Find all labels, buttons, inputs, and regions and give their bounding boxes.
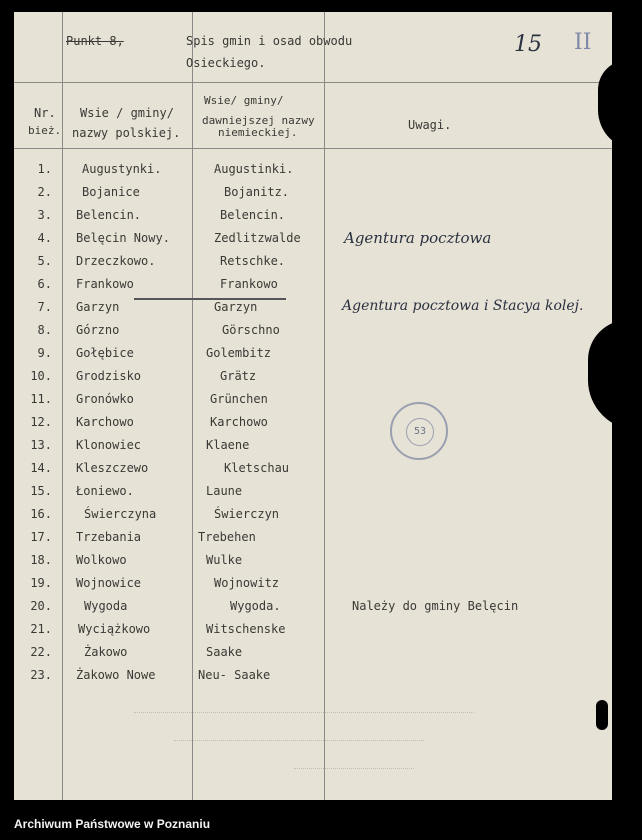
row-number: 15. (30, 484, 52, 498)
table-row (14, 208, 612, 230)
document-title-line2: Osieckiego. (186, 56, 266, 70)
row-number: 9. (37, 346, 52, 360)
polish-name: Świerczyna (84, 507, 157, 521)
stamp-number: 53 (406, 418, 434, 446)
german-name: Frankowo (220, 277, 278, 291)
polish-name: Wygoda (84, 599, 128, 613)
column-header-rule (14, 148, 612, 149)
row-number: 7. (37, 300, 52, 314)
german-name: Grätz (220, 369, 257, 383)
table-row (14, 622, 612, 644)
german-name: Augustinki. (214, 162, 294, 176)
german-name: Garzyn (214, 300, 258, 314)
german-name: Laune (206, 484, 243, 498)
remark-handwritten: Agentura pocztowa (344, 229, 492, 247)
table-row (14, 300, 612, 322)
german-name: Bojanitz. (224, 185, 290, 199)
table-row (14, 668, 612, 690)
row-number: 21. (30, 622, 52, 636)
page-number: 15 (514, 32, 542, 57)
col-german-header-1: Wsie/ gminy/ (204, 94, 284, 107)
table-row (14, 645, 612, 667)
col-nr-header-2: bież. (28, 124, 62, 137)
polish-name: Garzyn (76, 300, 120, 314)
row-number: 14. (30, 461, 52, 475)
polish-name: Wojnowice (76, 576, 142, 590)
row-number: 20. (30, 599, 52, 613)
german-name: Świerczyn (214, 507, 280, 521)
polish-name: Belęcin Nowy. (76, 231, 170, 245)
faded-pencil-note (174, 728, 424, 741)
row-number: 4. (37, 231, 52, 245)
table-row (14, 599, 612, 621)
german-name: Wulke (206, 553, 243, 567)
row-number: 23. (30, 668, 52, 682)
faded-pencil-note (294, 756, 414, 769)
row-number: 22. (30, 645, 52, 659)
polish-name: Augustynki. (82, 162, 162, 176)
polish-name: Drzeczkowo. (76, 254, 156, 268)
table-row (14, 553, 612, 575)
polish-name: Żakowo Nowe (76, 668, 156, 682)
polish-name: Grodzisko (76, 369, 142, 383)
german-name: Belencin. (220, 208, 286, 222)
polish-name: Klonowiec (76, 438, 142, 452)
polish-name: Wolkowo (76, 553, 127, 567)
table-row (14, 231, 612, 253)
col-german-header-3: niemieckiej. (218, 126, 298, 139)
polish-name: Górzno (76, 323, 120, 337)
german-name: Kletschau (224, 461, 290, 475)
faded-pencil-note (134, 700, 474, 713)
polish-name: Wyciążkowo (78, 622, 151, 636)
row-number: 6. (37, 277, 52, 291)
table-row (14, 461, 612, 483)
row-number: 5. (37, 254, 52, 268)
document-title-line1: Spis gmin i osad obwodu (186, 34, 353, 48)
row-number: 10. (30, 369, 52, 383)
table-row (14, 530, 612, 552)
polish-name: Trzebania (76, 530, 142, 544)
polish-name: Kleszczewo (76, 461, 149, 475)
german-name: Retschke. (220, 254, 286, 268)
polish-name: Belencin. (76, 208, 142, 222)
row-number: 19. (30, 576, 52, 590)
table-row (14, 346, 612, 368)
torn-edge (596, 700, 608, 730)
archive-footer (0, 808, 642, 840)
german-name: Karchowo (210, 415, 268, 429)
polish-name: Żakowo (84, 645, 128, 659)
german-name: Zedlitzwalde (214, 231, 301, 245)
row-number: 13. (30, 438, 52, 452)
archive-stamp (390, 402, 448, 460)
polish-name: Karchowo (76, 415, 134, 429)
col-polish-header-1: Wsie / gminy/ (80, 106, 174, 120)
row-number: 3. (37, 208, 52, 222)
german-name: Görschno (222, 323, 280, 337)
german-name: Neu- Saake (198, 668, 271, 682)
col-remarks-header: Uwagi. (408, 118, 452, 132)
german-name: Saake (206, 645, 243, 659)
col-german-header-2: dawniejszej nazwy (202, 114, 315, 127)
roman-numeral: II (574, 30, 592, 55)
punkt-label: Punkt 8, (66, 34, 124, 48)
table-row (14, 484, 612, 506)
german-name: Klaene (206, 438, 250, 452)
table-row (14, 392, 612, 414)
table-row (14, 507, 612, 529)
row-number: 18. (30, 553, 52, 567)
archive-name: Archiwum Państwowe w Poznaniu (14, 817, 211, 831)
table-row (14, 277, 612, 299)
table-row (14, 415, 612, 437)
table-row (14, 438, 612, 460)
row-number: 2. (37, 185, 52, 199)
remark-handwritten: Agentura pocztowa i Stacya kolej. (342, 298, 584, 314)
row-number: 16. (30, 507, 52, 521)
german-name: Trebehen (198, 530, 256, 544)
polish-name: Frankowo (76, 277, 134, 291)
row-number: 8. (37, 323, 52, 337)
polish-name: Gołębice (76, 346, 134, 360)
polish-name: Łoniewo. (76, 484, 134, 498)
table-row (14, 185, 612, 207)
table-row (14, 369, 612, 391)
table-row (14, 162, 612, 184)
german-name: Witschenske (206, 622, 286, 636)
table-row (14, 323, 612, 345)
col-polish-header-2: nazwy polskiej. (72, 126, 181, 140)
polish-name: Gronówko (76, 392, 134, 406)
german-name: Wojnowitz (214, 576, 280, 590)
remark-typed: Należy do gminy Belęcin (352, 599, 519, 613)
strikethrough-mark (134, 298, 286, 300)
row-number: 12. (30, 415, 52, 429)
german-name: Golembitz (206, 346, 272, 360)
german-name: Grünchen (210, 392, 268, 406)
polish-name: Bojanice (82, 185, 140, 199)
table-row (14, 254, 612, 276)
table-row (14, 576, 612, 598)
col-nr-header-1: Nr. (34, 106, 56, 120)
row-number: 11. (30, 392, 52, 406)
german-name: Wygoda. (230, 599, 281, 613)
row-number: 17. (30, 530, 52, 544)
document-page (14, 12, 612, 800)
header-rule (14, 82, 612, 83)
row-number: 1. (37, 162, 52, 176)
